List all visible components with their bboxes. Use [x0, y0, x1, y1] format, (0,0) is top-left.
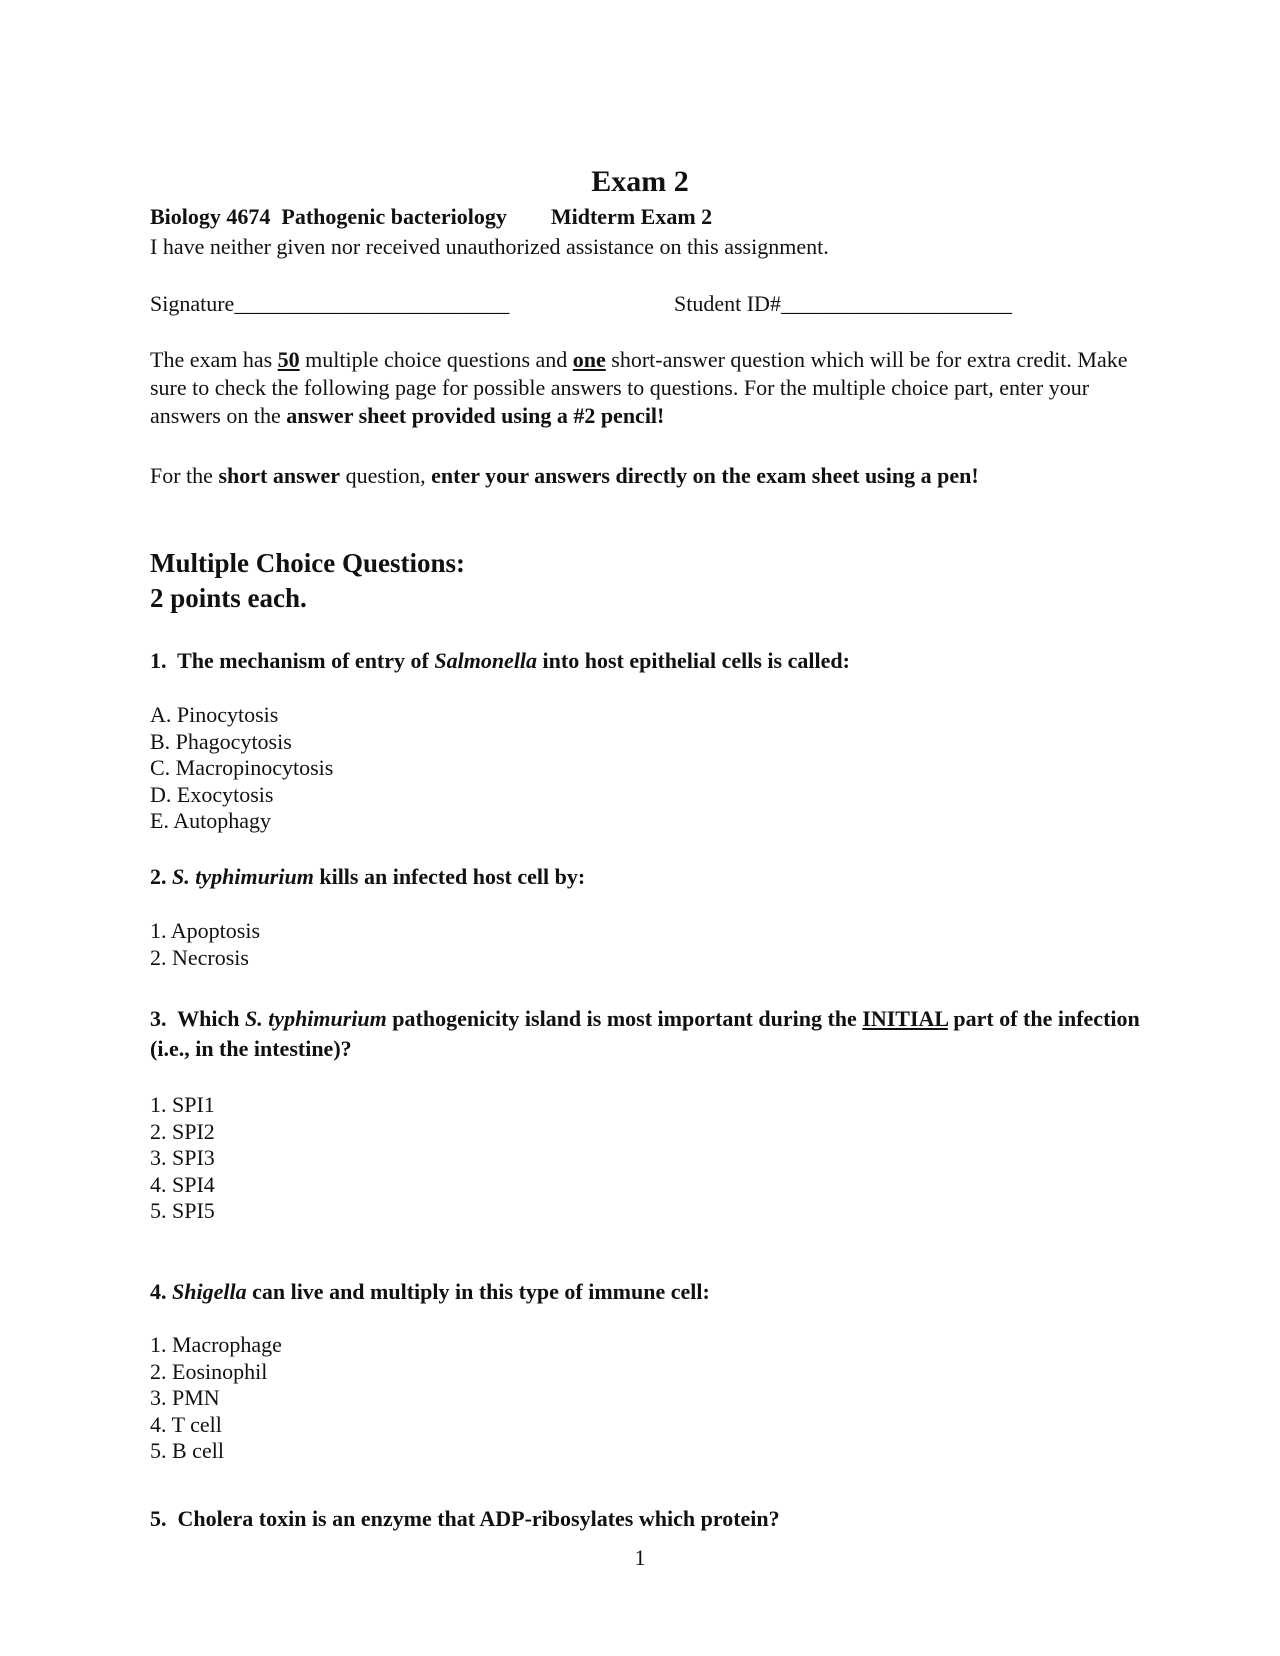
- answer-sheet-note: answer sheet provided using a #2 pencil!: [286, 403, 665, 428]
- question-5: 5. Cholera toxin is an enzyme that ADP-ribosylates which protein?: [150, 1506, 780, 1531]
- question-italic: S. typhimurium: [172, 864, 314, 889]
- exam-label: Midterm Exam 2: [550, 204, 713, 229]
- answer-option[interactable]: E. Autophagy: [150, 808, 271, 833]
- answer-option[interactable]: 3. SPI3: [150, 1145, 215, 1170]
- page-title: Exam 2: [591, 165, 689, 198]
- instructions-text: multiple choice questions and: [299, 347, 573, 372]
- question-number: 3. Which: [150, 1006, 245, 1031]
- question-3: [150, 1004, 1145, 1064]
- instructions-text: For the: [150, 463, 219, 488]
- question-italic: Shigella: [172, 1279, 247, 1304]
- page-number: 1: [634, 1545, 646, 1570]
- question-italic: Salmonella: [434, 648, 538, 673]
- instructions-text: short-answer question which will be for extra credit. Make sure to check the following page for possible answers to questions. For the multiple choice part, enter your answers on the: [150, 347, 1128, 428]
- instructions-text: The exam has: [150, 347, 278, 372]
- answer-option[interactable]: 2. Necrosis: [150, 944, 249, 970]
- mc-count: 50: [277, 347, 300, 372]
- question-text: into host epithelial cells is called:: [537, 648, 850, 673]
- answer-option[interactable]: D. Exocytosis: [150, 781, 274, 807]
- question-4: [150, 1277, 1145, 1307]
- answer-option[interactable]: 4. T cell: [150, 1411, 222, 1437]
- answer-option[interactable]: A. Pinocytosis: [150, 702, 279, 727]
- answer-option[interactable]: 3. PMN: [150, 1385, 220, 1410]
- course-name: Biology 4674 Pathogenic bacteriology: [150, 204, 507, 229]
- answer-option[interactable]: 2. Eosinophil: [150, 1358, 268, 1384]
- sa-count: one: [572, 347, 606, 372]
- question-text: part of the infection (i.e., in the intestine)?: [150, 1006, 1140, 1061]
- short-answer-instructions: [150, 462, 1150, 490]
- question-2-options: [150, 918, 260, 971]
- section-title: Multiple Choice Questions:: [150, 548, 465, 578]
- instructions-text: question,: [340, 463, 432, 488]
- question-1-options: [150, 702, 333, 835]
- question-3-options: [150, 1092, 215, 1225]
- question-emphasis: INITIAL: [862, 1006, 948, 1031]
- question-number: 4.: [150, 1279, 172, 1304]
- section-heading: [150, 546, 465, 616]
- signature-field[interactable]: Signature_________________________: [150, 291, 510, 316]
- question-text: . The mechanism of entry of: [161, 648, 435, 673]
- question-text: can live and multiply in this type of immune cell:: [246, 1279, 710, 1304]
- answer-option[interactable]: 4. SPI4: [150, 1171, 215, 1197]
- instructions-emphasis: short answer: [218, 463, 341, 488]
- answer-option[interactable]: 1. SPI1: [150, 1092, 215, 1117]
- question-number: 2.: [150, 864, 172, 889]
- student-id-field[interactable]: Student ID#_____________________: [674, 291, 1012, 316]
- section-points: 2 points each.: [150, 583, 307, 613]
- answer-option[interactable]: 5. B cell: [150, 1438, 224, 1463]
- answer-option[interactable]: C. Macropinocytosis: [150, 755, 334, 780]
- instructions-paragraph: [150, 346, 1150, 430]
- honor-statement: I have neither given nor received unauthorized assistance on this assignment.: [150, 234, 829, 259]
- answer-option[interactable]: 1. Apoptosis: [150, 918, 261, 943]
- question-number: 1: [150, 648, 161, 673]
- question-text: pathogenicity island is most important during the: [386, 1006, 863, 1031]
- answer-option[interactable]: 5. SPI5: [150, 1198, 215, 1223]
- question-2: [150, 862, 1145, 892]
- answer-option[interactable]: B. Phagocytosis: [150, 728, 292, 754]
- instructions-emphasis: enter your answers directly on the exam sheet using a pen!: [431, 463, 979, 488]
- question-4-options: [150, 1332, 282, 1465]
- course-line: [150, 204, 712, 230]
- question-italic: S. typhimurium: [244, 1006, 387, 1031]
- question-text: kills an infected host cell by:: [313, 864, 586, 889]
- question-1: [150, 646, 1145, 676]
- answer-option[interactable]: 1. Macrophage: [150, 1332, 282, 1357]
- answer-option[interactable]: 2. SPI2: [150, 1118, 215, 1144]
